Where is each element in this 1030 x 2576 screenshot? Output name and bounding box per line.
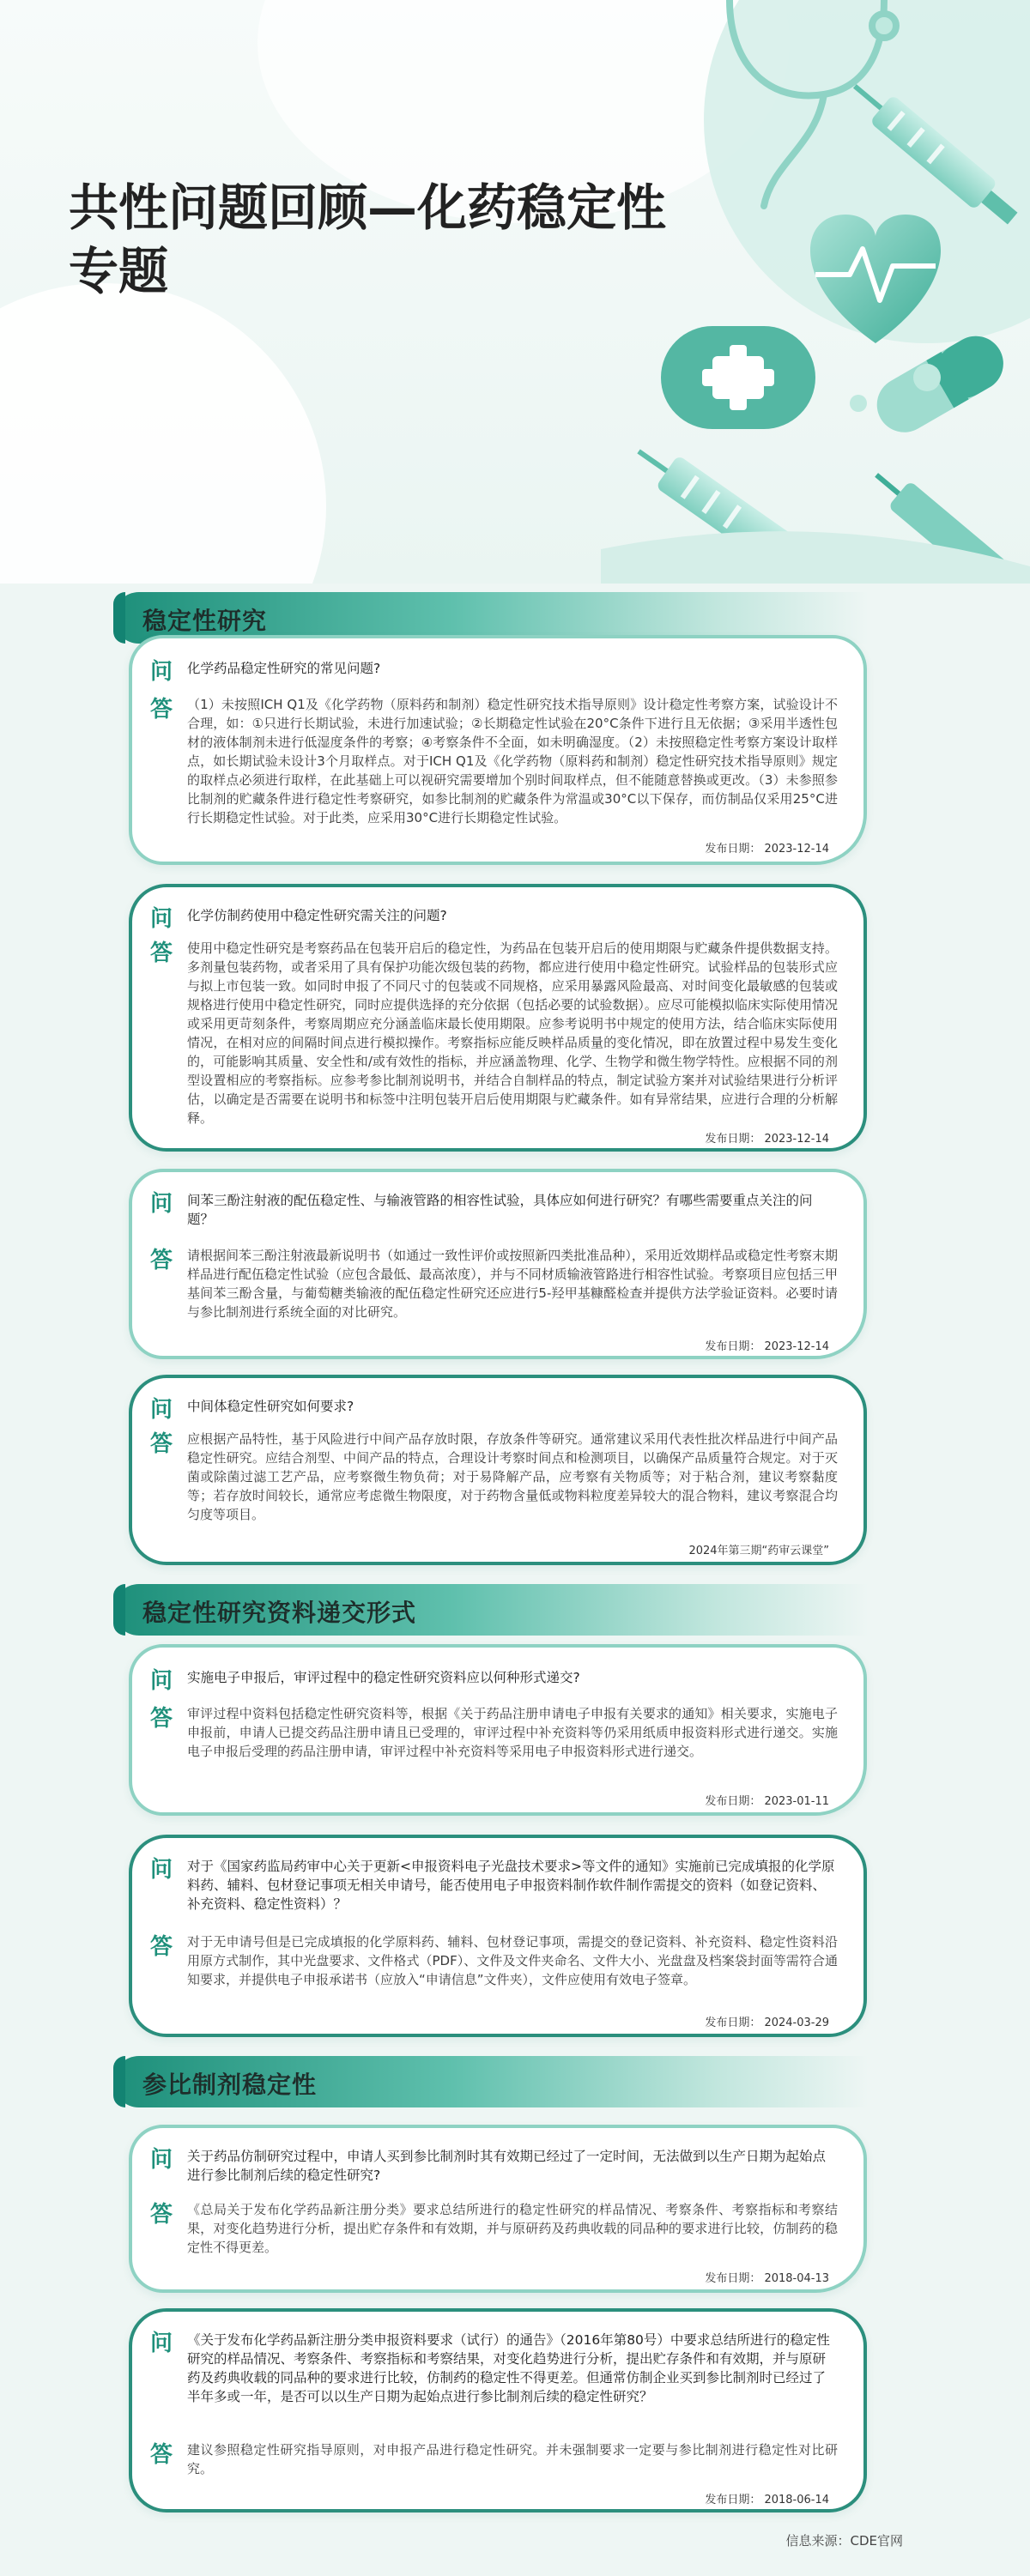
qa-card (129, 884, 867, 1152)
answer-label: 答 (149, 1248, 173, 1273)
section-header-accent (113, 2056, 125, 2107)
question-label: 问 (149, 1668, 173, 1694)
qa-card (129, 1835, 867, 2037)
question-label: 问 (149, 2331, 173, 2356)
qa-card (129, 2125, 867, 2293)
question-label: 问 (149, 906, 173, 932)
publish-date: 发布日期： 2023-12-14 (705, 1133, 829, 1146)
syringe-icon (843, 72, 1024, 232)
answer-text: 应根据产品特性，基于风险进行中间产品存放时限，存放条件等研究。通常建议采用代表性批次样品进行中间产品稳定性研究。应结合剂型、中间产品的特点，合理设计考察时间点和检测项目，以确保产品质量符合规定。对于灭菌或除菌过滤工艺产品，应考察微生物负荷；对于易降解产品，应考察有关物质等；对于粘合剂，建议考察黏度等；若存放时间较长，通常应考虑微生物限度，对于药物含量低或物料粒度差异较大的混合物料，建议考察混合均匀度等项目。 (187, 1431, 838, 1522)
question-text: 间苯三酚注射液的配伍稳定性、与输液管路的相容性试验，具体应如何进行研究？有哪些需要重点关注的问题？ (187, 1193, 813, 1227)
question-text: 关于药品仿制研究过程中，申请人买到参比制剂时其有效期已经过了一定时间，无法做到以生产日期为起始点进行参比制剂后续的稳定性研究? (187, 2149, 827, 2183)
section-title: 参比制剂稳定性 (142, 2071, 318, 2099)
page-title-line-2: 专题 (69, 242, 169, 300)
section-title: 稳定性研究资料递交形式 (142, 1599, 417, 1627)
publish-date: 发布日期： 2024-03-29 (705, 2017, 829, 2029)
capsule-icon (867, 326, 1014, 442)
question-label: 问 (149, 1191, 173, 1217)
qa-card (129, 2308, 867, 2513)
publish-date: 发布日期： 2023-12-14 (705, 843, 829, 856)
answer-label: 答 (149, 1706, 173, 1732)
answer-label: 答 (149, 940, 173, 966)
publish-date: 发布日期： 2023-12-14 (705, 1340, 829, 1353)
publish-date: 发布日期： 2018-04-13 (705, 2272, 829, 2285)
answer-label: 答 (149, 1431, 173, 1457)
hero-banner (0, 0, 1030, 584)
question-label: 问 (149, 659, 173, 685)
medical-illustration (601, 0, 1030, 584)
section-header-accent (113, 592, 125, 644)
hero-decor-blob (0, 283, 326, 584)
qa-card (129, 1375, 867, 1565)
answer-label: 答 (149, 2202, 173, 2228)
question-text: 《关于发布化学药品新注册分类申报资料要求（试行）的通告》（2016年第80号）中要求总结所进行的稳定性研究的样品情况、考察条件、考察指标和考察结果，对变化趋势进行分析，提出贮存条件和有效期，并与原研药及药典收载的同品种的要求进行比较，仿制药的稳定性不得更差。但通常仿制企业买到参比制剂时已经过了半年多或一年，是否可以以生产日期为起始点进行参比制剂后续的稳定性研究？ (187, 2332, 830, 2404)
medical-cross-icon (661, 326, 815, 429)
answer-label: 答 (149, 2442, 173, 2468)
publish-date: 发布日期： 2018-06-14 (705, 2494, 829, 2506)
qa-card (129, 1169, 867, 1359)
answer-text: 使用中稳定性研究是考察药品在包装开启后的稳定性，为药品在包装开启后的使用期限与贮藏条件提供数据支持。多剂量包装药物，或者采用了具有保护功能次级包装的药物，都应进行使用中稳定性研究。试验样品的包装形式应与拟上市包装一致。如同时申报了不同尺寸的包装或不同规格，应采用暴露风险最高、对时间变化最敏感的包装或规格进行使用中稳定性研究，同时应提供选择的充分依据（包括必要的试验数据）。应尽可能模拟临床实际使用情况或采用更苛刻条件，考察周期应充分涵盖临床最长使用期限。应参考说明书中规定的使用方法，结合临床实际使用情况，在相对应的间隔时间点进行模拟操作。考察指标应能反映样品质量的变化情况，即在放置过程中易发生变化的，可能影响其质量、安全性和/或有效性的指标，并应涵盖物理、化学、生物学和微生物学特性。应根据不同的剂型设置相应的考察指标。应参考参比制剂说明书，并结合自制样品的特点，制定试验方案并对试验结果进行分析评估，以确定是否需要在说明书和标签中注明包装开启后使用期限与贮藏条件。如有异常结果，应进行合理的分析解释。 (187, 940, 838, 1126)
question-label: 问 (149, 1857, 173, 1883)
section-header-reference-stability (113, 2056, 869, 2107)
answer-text: 请根据间苯三酚注射液最新说明书（如通过一致性评价或按照新四类批准品种），采用近效期样品或稳定性考察末期样品进行配伍稳定性试验（应包含最低、最高浓度），并与不同材质输液管路进行相容性试验。考察项目应包括三甲基间苯三酚含量，与葡萄糖类输液的配伍稳定性研究还应进行5-羟甲基糠醛检查并提供方法学验证资料。必要时请与参比制剂进行系统全面的对比研究。 (187, 1248, 838, 1320)
answer-text: （1）未按照ICH Q1及《化学药物（原料药和制剂）稳定性研究技术指导原则》设计稳定性考察方案，试验设计不合理，如：①只进行长期试验，未进行加速试验；②长期稳定性试验在20°C条件下进行且无依据；③采用半透性包材的液体制剂未进行低湿度条件的考察；④考察条件不全面，如未明确湿度。（2）未按照稳定性考察方案设计取样点，如长期试验未设计3个月取样点。对于ICH Q1及《化学药物（原料药和制剂）稳定性研究技术指导原则》规定的取样点必须进行取样，在此基础上可以视研究需要增加个别时间取样点，但不能随意替换或更改。（3）未参照参比制剂的贮藏条件进行稳定性考察研究，如参比制剂的贮藏条件为常温或30°C以下保存，而仿制品仅采用25°C进行长期稳定性试验。对于此类，应采用30°C进行长期稳定性试验。 (187, 697, 838, 825)
publish-date: 发布日期： 2023-01-11 (705, 1795, 829, 1808)
info-source: 信息来源：CDE官网 (785, 2533, 903, 2549)
question-text: 化学仿制药使用中稳定性研究需关注的问题? (187, 908, 447, 923)
question-label: 问 (149, 1397, 173, 1423)
qa-card (129, 635, 867, 865)
section-header-accent (113, 1584, 125, 1636)
publish-date: 2024年第三期“药审云课堂” (688, 1545, 829, 1557)
section-title: 稳定性研究 (142, 607, 268, 635)
question-text: 中间体稳定性研究如何要求? (187, 1399, 354, 1414)
answer-label: 答 (149, 1934, 173, 1960)
question-text: 对于《国家药监局药审中心关于更新<申报资料电子光盘技术要求>等文件的通知》实施前已完成填报的化学原料药、辅料、包材登记事项无相关申请号，能否使用电子申报资料制作软件制作需提交的资料（如登记资料、补充资料、稳定性资料）？ (187, 1859, 835, 1912)
section-header-submission-format (113, 1584, 869, 1636)
question-label: 问 (149, 2147, 173, 2173)
answer-text: 审评过程中资料包括稳定性研究资料等，根据《关于药品注册申请电子申报有关要求的通知》相关要求，实施电子申报前，申请人已提交药品注册申请且已受理的，审评过程中补充资料等仍采用纸质申报资料形式进行递交。实施电子申报后受理的药品注册申请，审评过程中补充资料等采用电子申报资料形式进行递交。 (187, 1706, 838, 1759)
question-text: 化学药品稳定性研究的常见问题? (187, 661, 381, 676)
answer-label: 答 (149, 697, 173, 723)
answer-text: 建议参照稳定性研究指导原则，对申报产品进行稳定性研究。并未强制要求一定要与参比制剂进行稳定性对比研究。 (187, 2442, 838, 2476)
qa-card (129, 1644, 867, 1816)
page-title-line-1: 共性问题回顾—化药稳定性 (69, 178, 667, 237)
question-text: 实施电子申报后，审评过程中的稳定性研究资料应以何种形式递交? (187, 1670, 580, 1685)
answer-text: 《总局关于发布化学药品新注册分类》要求总结所进行的稳定性研究的样品情况、考察条件、考察指标和考察结果，对变化趋势进行分析，提出贮存条件和有效期，并与原研药及药典收载的同品种的要求进行比较，仿制药的稳定性不得更差。 (187, 2202, 838, 2255)
heart-pulse-icon (810, 215, 941, 343)
answer-text: 对于无申请号但是已完成填报的化学原料药、辅料、包材登记事项，需提交的登记资料、补充资料、稳定性资料沿用原方式制作，其中光盘要求、文件格式（PDF）、文件及文件夹命名、文件大小、光盘盘及档案袋封面等需符合通知要求，并提供电子申报承诺书（应放入“申请信息”文件夹），文件应使用有效电子签章。 (187, 1934, 838, 1987)
